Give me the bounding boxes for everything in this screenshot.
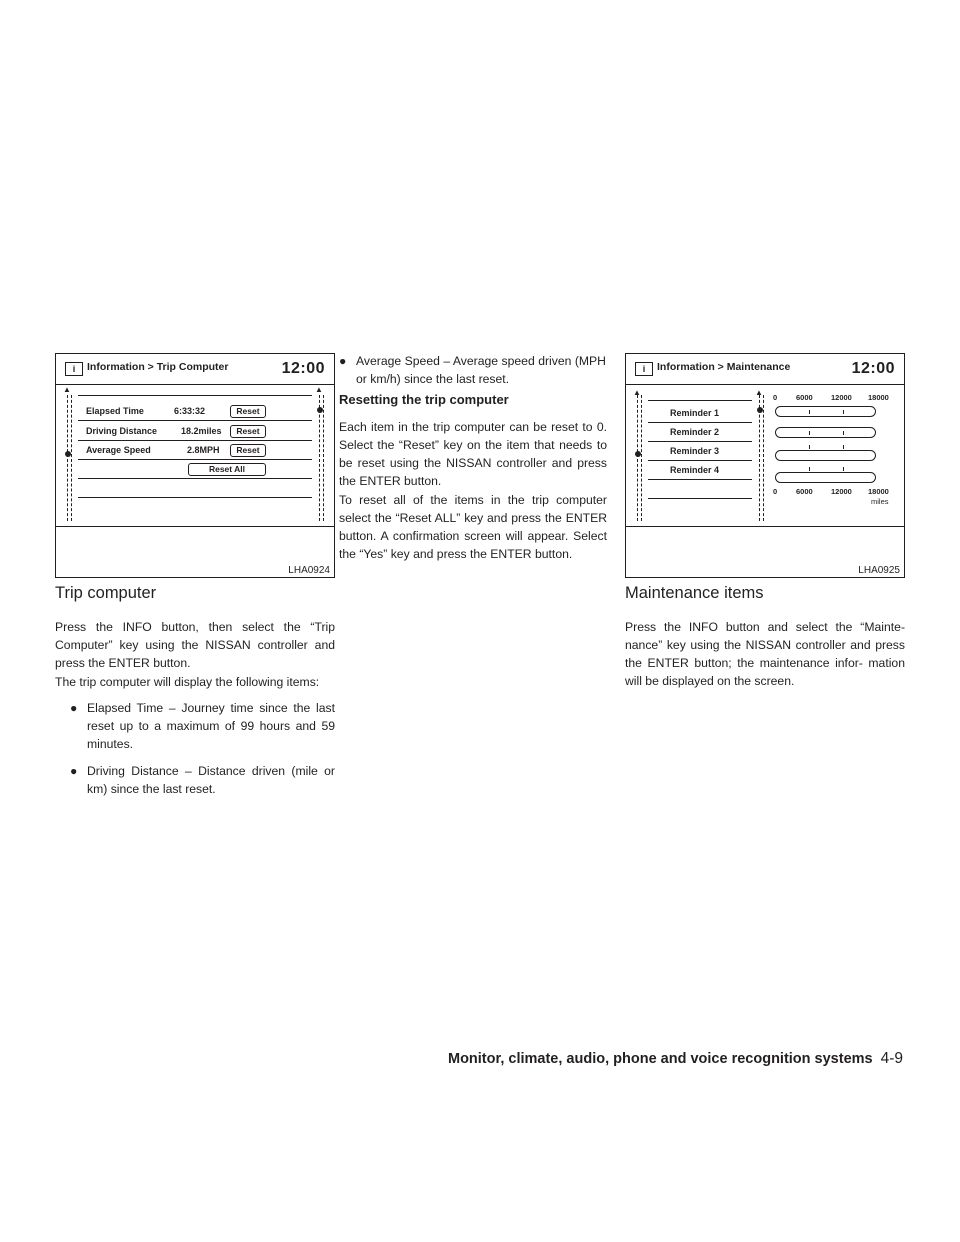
trip-computer-screen [56, 354, 334, 527]
scroll-track [759, 395, 764, 521]
title-bar [626, 354, 904, 385]
reset-all-button[interactable]: Reset All [188, 463, 266, 476]
scale-top-6000: 6000 [796, 393, 813, 402]
scroll-position-dot [65, 451, 71, 457]
scroll-position-dot [317, 407, 323, 413]
scale-bottom-6000: 6000 [796, 487, 813, 496]
paragraph: The trip computer will display the following items: [55, 675, 320, 689]
clock: 12:00 [281, 360, 325, 377]
scale-top-0: 0 [773, 393, 778, 402]
left-scrollbar[interactable] [632, 385, 646, 525]
title-bar [56, 354, 334, 385]
reminder-1-bar [775, 406, 876, 417]
paragraph: Press the INFO button, then select the “Trip Computer” key using the NISSAN controller and press the ENTER button. [55, 620, 335, 670]
scale-top-12000: 12000 [831, 393, 852, 402]
reminder-4[interactable]: Reminder 4 [670, 465, 720, 475]
bullet-icon: ● [70, 701, 78, 715]
scale-bottom-12000: 12000 [831, 487, 852, 496]
paragraph: Each item in the trip computer can be reset to 0. Select the “Reset” key on the item that needs to be reset using the NISSAN controller and press the ENTER button. [339, 420, 607, 488]
scale-top-18000: 18000 [868, 393, 889, 402]
reminder-4-bar [775, 472, 876, 483]
reminder-1[interactable]: Reminder 1 [670, 408, 720, 418]
paragraph: Press the INFO button and select the “Mainte- nance” key using the NISSAN controller and press the ENTER button; the maintenance infor- mation will be displayed on the screen. [625, 620, 905, 688]
left-scrollbar[interactable] [62, 385, 76, 525]
scroll-track [319, 395, 324, 521]
row-value-elapsed-time: 6:33:32 [174, 406, 206, 416]
paragraph: To reset all of the items in the trip computer select the “Reset ALL” key and press the ENTER button. A confirmation screen will appear. Select the “Yes” key and press the ENTER button. [339, 493, 607, 561]
trip-computer-figure [55, 353, 335, 578]
row-label-driving-distance: Driving Distance [86, 426, 158, 436]
breadcrumb: Information > Trip Computer [87, 361, 229, 373]
bullet-icon: ● [70, 764, 78, 778]
row-value-driving-distance: 18.2miles [181, 426, 222, 436]
reminder-2[interactable]: Reminder 2 [670, 427, 720, 437]
maintenance-figure [625, 353, 905, 578]
heading-maintenance-items: Maintenance items [625, 584, 764, 602]
page-footer [448, 1050, 903, 1068]
reset-elapsed-time-button[interactable]: Reset [230, 405, 266, 418]
info-icon: i [65, 362, 83, 376]
bullet-icon: ● [339, 354, 347, 368]
breadcrumb: Information > Maintenance [657, 361, 791, 373]
figure-code: LHA0924 [288, 565, 330, 576]
scale-bottom-18000: 18000 [868, 487, 889, 496]
page-number: 4-9 [880, 1050, 903, 1067]
mid-scrollbar[interactable] [754, 385, 768, 525]
subheading-resetting: Resetting the trip computer [339, 392, 509, 407]
scale-unit: miles [871, 497, 889, 506]
scroll-up-arrow-icon[interactable]: ▲ [755, 388, 763, 397]
list-item [339, 352, 606, 392]
row-label-elapsed-time: Elapsed Time [86, 406, 144, 416]
reminder-3[interactable]: Reminder 3 [670, 446, 720, 456]
scale-bottom-0: 0 [773, 487, 778, 496]
figure-code: LHA0925 [858, 565, 900, 576]
scroll-track [67, 395, 72, 521]
footer-section-title: Monitor, climate, audio, phone and voice recognition systems [447, 1051, 873, 1067]
list-item-text: Elapsed Time – Journey time since the last reset up to a maximum of 99 hours and 59 minutes. [87, 701, 335, 751]
list-item [70, 699, 335, 755]
row-value-average-speed: 2.8MPH [187, 445, 220, 455]
scroll-track [637, 395, 642, 521]
list-item-text: Driving Distance – Distance driven (mile or km) since the last reset. [87, 764, 335, 796]
info-icon: i [635, 362, 653, 376]
list-item-text: Average Speed – Average speed driven (MPH or km/h) since the last reset. [356, 354, 606, 386]
scroll-position-dot [635, 451, 641, 457]
scroll-up-arrow-icon[interactable]: ▲ [63, 385, 71, 394]
scroll-position-dot [757, 407, 763, 413]
reminder-3-bar [775, 450, 876, 461]
reset-average-speed-button[interactable]: Reset [230, 444, 266, 457]
maintenance-screen [626, 354, 904, 527]
reset-driving-distance-button[interactable]: Reset [230, 425, 266, 438]
clock: 12:00 [851, 360, 895, 377]
right-scrollbar[interactable] [314, 385, 328, 525]
row-label-average-speed: Average Speed [86, 445, 151, 455]
heading-trip-computer: Trip computer [55, 584, 157, 602]
reminder-2-bar [775, 427, 876, 438]
scroll-up-arrow-icon[interactable]: ▲ [315, 385, 323, 394]
scroll-up-arrow-icon[interactable]: ▲ [633, 388, 641, 397]
list-item [70, 762, 335, 802]
